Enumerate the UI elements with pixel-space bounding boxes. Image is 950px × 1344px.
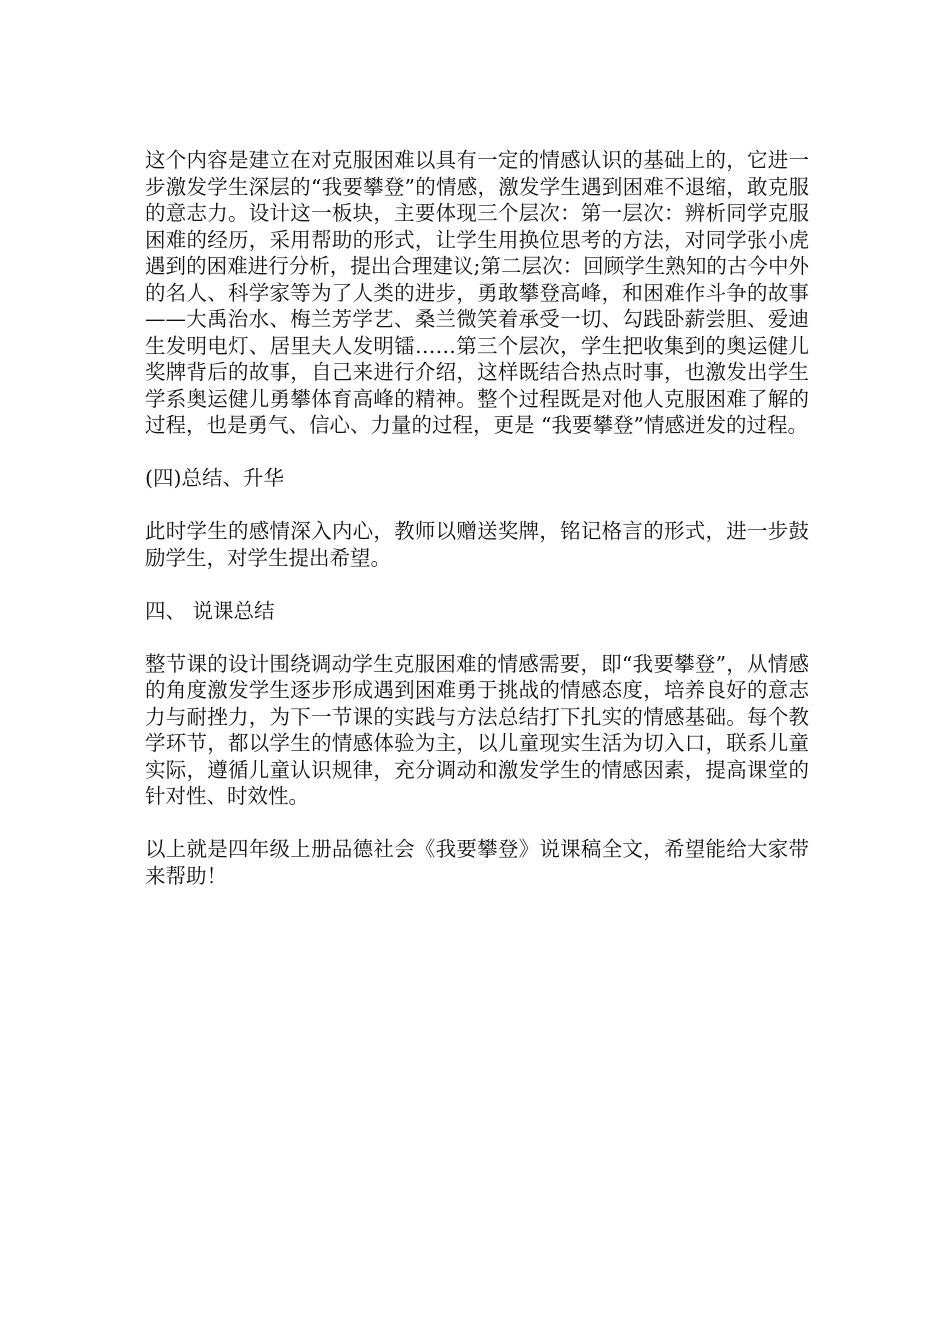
section-heading-lesson-summary: 四、 说课总结 [145, 598, 275, 623]
body-paragraph-levels: 这个内容是建立在对克服困难以具有一定的情感认识的基础上的，它进一步激发学生深层的“我要攀登”的情感，激发学生遇到困难不退缩，敢克服的意志力。设计这一板块，主要体现三个层次：第一层次：辨析同学克服困难的经历，采用帮助的形式，让学生用换位思考的方法，对同学张小虎遇到的困难进行分析，提出合理建议;第二层次：回顾学生熟知的古今中外的名人、科学家等为了人类的进步，勇敢攀登高峰，和困难作斗争的故事——大禹治水、梅兰芳学艺、桑兰微笑着承受一切、勾践卧薪尝胆、爱迪生发明电灯、居里夫人发明镭……第三个层次，学生把收集到的奥运健儿奖牌背后的故事，自己来进行介绍，这样既结合热点时事，也激发出学生学系奥运健儿勇攀体育高峰的精神。整个过程既是对他人克服困难了解的过程，也是勇气、信心、力量的过程，更是 “我要攀登”情感迸发的过程。 [145, 148, 809, 437]
body-paragraph-medals: 此时学生的感情深入内心，教师以赠送奖牌，铭记格言的形式，进一步鼓励学生，对学生提出希望。 [145, 519, 809, 570]
section-heading-summary-sublimation: (四)总结、升华 [145, 466, 284, 490]
document-page [145, 147, 809, 916]
body-paragraph-lesson-design: 整节课的设计围绕调动学生克服困难的情感需要，即“我要攀登”，从情感的角度激发学生逐步形成遇到困难勇于挑战的情感态度，培养良好的意志力与耐挫力，为下一节课的实践与方法总结打下扎实的情感基础。每个教学环节，都以学生的情感体验为主，以儿童现实生活为切入口，联系儿童实际，遵循儿童认识规律，充分调动和激发学生的情感因素，提高课堂的针对性、时效性。 [145, 651, 809, 808]
closing-paragraph: 以上就是四年级上册品德社会《我要攀登》说课稿全文，希望能给大家带来帮助！ [145, 837, 809, 888]
